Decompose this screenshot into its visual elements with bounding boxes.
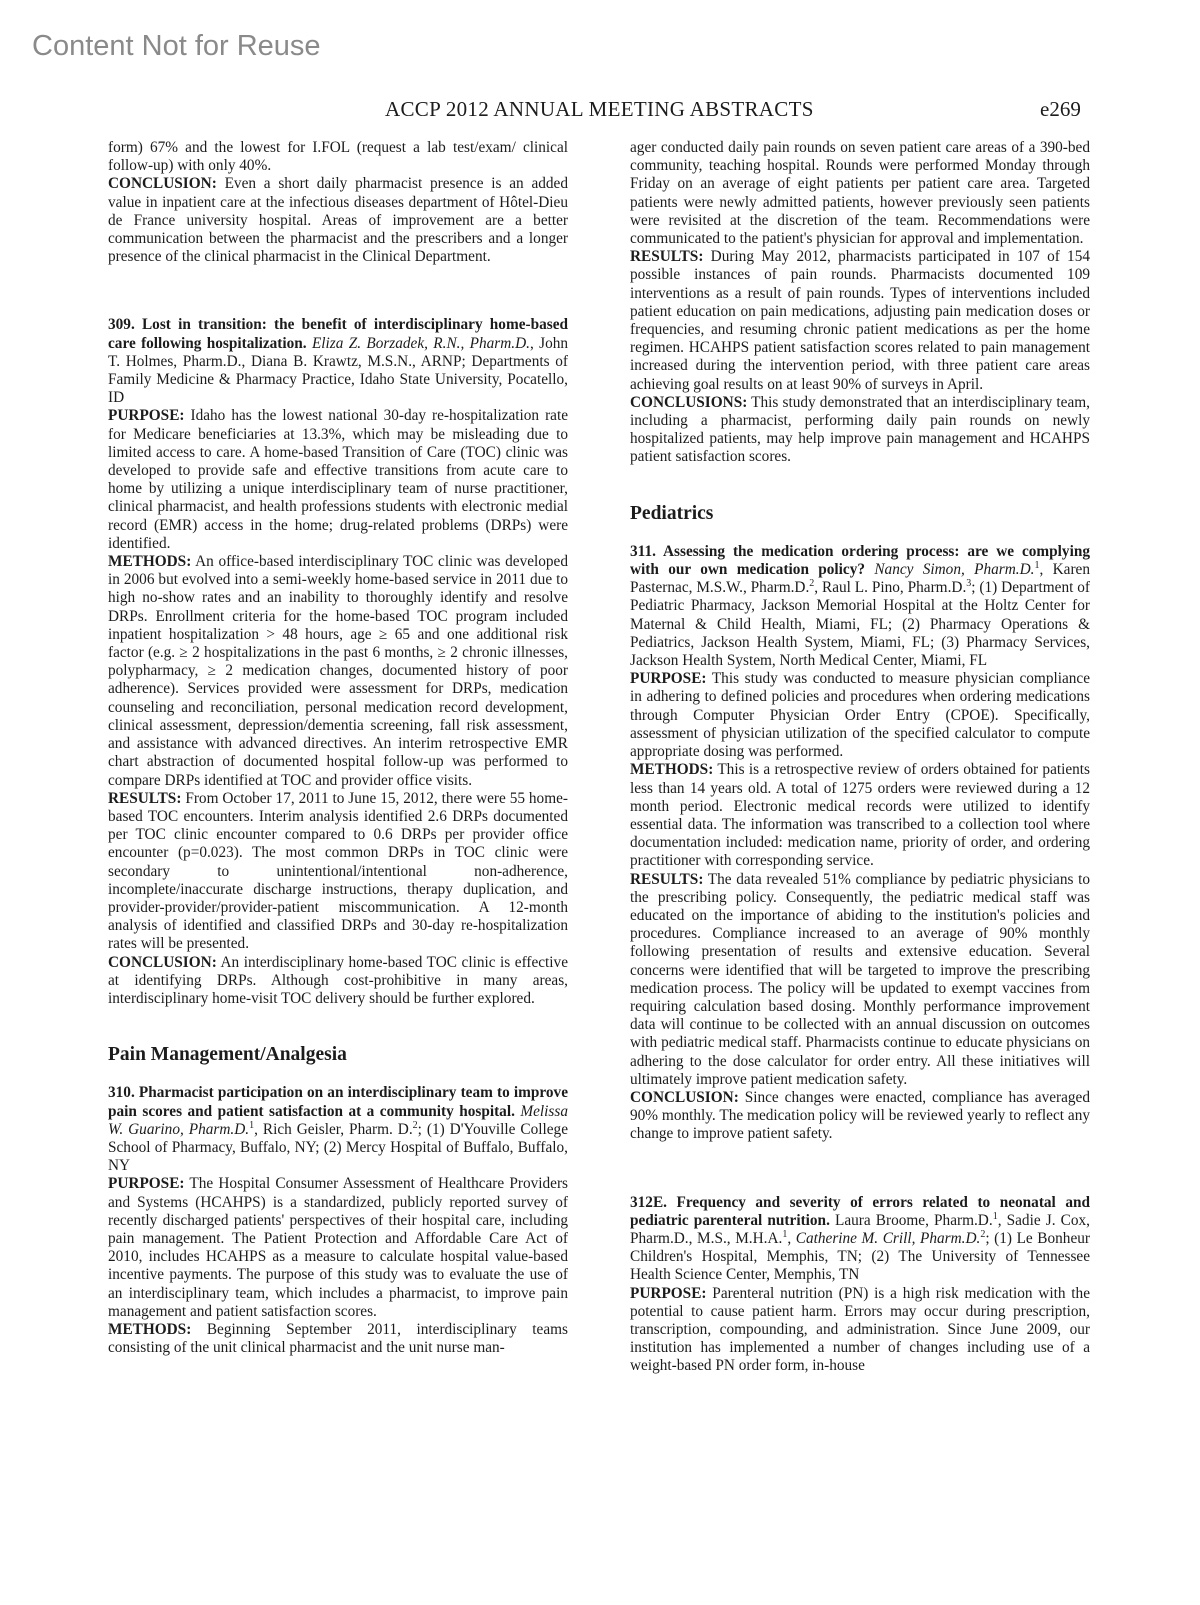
affiliation-mark: 2 <box>809 578 815 590</box>
abstract-heading <box>630 543 1090 670</box>
affiliation-mark: 1 <box>782 1228 788 1240</box>
body-text: This is a retrospective review of orders obtained for patients less than 14 years old. A total of 1275 orders were reviewed during a 12 month period. Electronic medical records were utilized to identify essential data. The information was transcribed to a collection tool where documentation included: medication name, priority of order, and ordering practitioner with corresponding service. <box>630 761 1090 870</box>
continued-conclusions <box>630 394 1090 467</box>
abstract-heading <box>108 1084 568 1175</box>
methods <box>630 761 1090 870</box>
body-text: The data revealed 51% compliance by pediatric physicians to the prescribing policy. Consequently, the pediatric medical staff was educated on the importance of abiding to the institution's policies and procedures. Compliance increased to an average of 90% monthly following presentation of results and extensive education. Several concerns were identified that will be targeted to improve the prescribing medication process. The policy will be updated to exempt vaccines from requiring calculation based dosing. Monthly performance improvement data will continue to be collected with an annual discussion on outcomes with pediatric medical staff. Pharmacists continue to educate physicians on adhering to the dose calculator for order entry. All these initiatives will ultimately improve patient medication safety. <box>630 870 1090 1088</box>
presenter: Nancy Simon, Pharm.D. <box>874 561 1035 579</box>
methods <box>108 1321 568 1357</box>
right-column <box>630 139 1090 1376</box>
purpose <box>630 1285 1090 1376</box>
section-label: RESULTS: <box>630 870 704 888</box>
authors: , Raul L. Pino, Pharm.D. <box>814 579 967 597</box>
continued-text: form) 67% and the lowest for I.FOL (request a lab test/exam/ clinical follow-up) with only 40%. <box>108 139 568 175</box>
abstract-title: 309. Lost in transition: the benefit of interdisciplinary home-based care following hospitalization. <box>108 316 568 352</box>
body-text: Idaho has the lowest national 30-day re-hospitalization rate for Medicare beneficiaries at 13.3%, which may be misleading due to limited access to care. A home-based Transition of Care (TOC) clinic was developed to provide safe and effective transitions from acute care to home by utilizing a unique interdisciplinary team of nurse practitioner, clinical pharmacist, and health professions students with electronic medial record (EMR) access in the home; drug-related problems (DRPs) were identified. <box>108 407 568 552</box>
purpose <box>630 670 1090 761</box>
left-column <box>108 139 568 1357</box>
abstract-309 <box>108 316 568 1008</box>
authors: , Sadie J. Cox, Pharm.D., M.S., M.H.A. <box>630 1211 1090 1247</box>
running-head: ACCP 2012 ANNUAL MEETING ABSTRACTS <box>385 97 814 121</box>
section-label: METHODS: <box>630 761 714 779</box>
abstract-312e <box>630 1194 1090 1376</box>
body-text: This study was conducted to measure physician compliance in adhering to defined policies and procedures when ordering medications through Computer Physician Order Entry (CPOE). Specifically, assessment of physician utilization of the specified calculator to compute appropriate dosing was performed. <box>630 670 1090 761</box>
abstract-title: 312E. Frequency and severity of errors related to neonatal and pediatric parenteral nutrition. <box>630 1193 1090 1229</box>
body-text: Even a short daily pharmacist presence is an added value in inpatient care at the infectious diseases department of Hôtel-Dieu de France university hospital. Areas of improvement are a better communication between the pharmacist and the prescribers and a longer presence of the clinical pharmacist in the Clinical Department. <box>108 175 568 266</box>
section-label: PURPOSE: <box>630 670 707 688</box>
authors: , Karen Pasternac, M.S.W., Pharm.D. <box>630 561 1090 597</box>
purpose <box>108 407 568 553</box>
presenter: Melissa W. Guarino, Pharm.D. <box>108 1102 568 1138</box>
abstract-title: 310. Pharmacist participation on an interdisciplinary team to improve pain scores and patient satisfaction at a community hospital. <box>108 1084 568 1120</box>
section-heading: Pain Management/Analgesia <box>108 1044 347 1066</box>
body-text: An interdisciplinary home-based TOC clinic is effective at identifying DRPs. Although cost-prohibitive in many areas, interdisciplinary home-visit TOC delivery should be further explored. <box>108 953 568 1007</box>
section-label: METHODS: <box>108 1320 192 1338</box>
section-label: METHODS: <box>108 553 192 571</box>
conclusion <box>108 954 568 1009</box>
body-text: Since changes were enacted, compliance has averaged 90% monthly. The medication policy will be reviewed yearly to reflect any change to improve patient safety. <box>630 1088 1090 1143</box>
abstract-heading <box>630 1194 1090 1285</box>
watermark: Content Not for Reuse <box>32 30 321 62</box>
section-heading: Pediatrics <box>630 502 714 524</box>
body-text: During May 2012, pharmacists participated in 107 of 154 possible instances of pain rounds. Pharmacists documented 109 interventions as a result of pain rounds. Types of interventions included patient education on pain medications, adjusting pain medication doses or frequencies, and resuming chronic patient medications as per the home regimen. HCAHPS patient satisfaction scores related to pain management increased during the intervention period, with three patient care areas achieving goal results on at least 90% of surveys in April. <box>630 248 1090 393</box>
page-number: e269 <box>1040 97 1081 121</box>
body-text: An office-based interdisciplinary TOC clinic was developed in 2006 but evolved into a semi-weekly home-based service in 2011 due to high no-show rates and an inability to thoroughly identify and resolve DRPs. Enrollment criteria for the home-based TOC program included inpatient hospitalization > 48 hours, age ≥ 65 and one additional risk factor (e.g. ≥ 2 hospitalizations in the past 6 months, ≥ 2 chronic illnesses, polypharmacy, ≥ 2 medication changes, documented history of poor adherence). Services provided were assessment for DRPs, medication counseling and reconciliation, personal medication record development, clinical assessment, depression/dementia screening, fall risk assessment, and assistance with advanced directives. An interim retrospective EMR chart abstraction of documented hospital follow-up was performed to compare DRPs identified at TOC and provider office visits. <box>108 553 568 789</box>
results <box>108 790 568 954</box>
authors: , John T. Holmes, Pharm.D., Diana B. Krawtz, M.S.N., ARNP; Departments of Family Medicine & Pharmacy Practice, Idaho State University, Pocatello, ID <box>108 334 569 407</box>
body-text: This study demonstrated that an interdisciplinary team, including a pharmacist, performing daily pain rounds on newly hospitalized patients, may help improve pain management and HCAHPS patient satisfaction scores. <box>630 393 1090 466</box>
separator: , <box>787 1229 796 1247</box>
affiliation-mark: 1 <box>1034 559 1040 571</box>
continued-results <box>630 248 1090 394</box>
affiliations: ; (1) D'Youville College School of Pharmacy, Buffalo, NY; (2) Mercy Hospital of Buffalo, Buffalo, NY <box>108 1120 568 1175</box>
body-text: Beginning September 2011, interdisciplinary teams consisting of the unit clinical pharmacist and the unit nurse man- <box>108 1320 568 1357</box>
affiliation-mark: 2 <box>980 1228 986 1240</box>
section-label: PURPOSE: <box>630 1284 707 1302</box>
section-label: RESULTS: <box>630 248 704 266</box>
section-label: CONCLUSION: <box>108 175 217 193</box>
section-label: PURPOSE: <box>108 1175 185 1193</box>
body-text: Parenteral nutrition (PN) is a high risk medication with the potential to cause patient harm. Errors may occur during prescription, transcription, compounding, and administration. Since June 2009, our institution has implemented a number of changes including use of a weight-based PN order form, in-house <box>630 1284 1090 1375</box>
section-label: PURPOSE: <box>108 407 185 425</box>
presenter: Eliza Z. Borzadek, R.N., Pharm.D. <box>311 334 530 352</box>
section-label: RESULTS: <box>108 789 182 807</box>
affiliation-mark: 1 <box>249 1119 255 1131</box>
body-text: From October 17, 2011 to June 15, 2012, there were 55 home-based TOC encounters. Interim analysis identified 2.6 DRPs documented per TOC clinic encounter compared to 0.6 DRPs per provider office encounter (p=0.023). The most common DRPs in TOC clinic were secondary to unintentional/intentional non-adherence, incomplete/inaccurate discharge instructions, therapy duplication, and provider-provider/provider-patient miscommunication. A 12-month analysis of identified and classified DRPs and 30-day re-hospitalization rates will be presented. <box>108 789 568 953</box>
methods <box>108 553 568 790</box>
continued-conclusion <box>108 175 568 266</box>
section-label: CONCLUSION: <box>630 1088 739 1106</box>
purpose <box>108 1175 568 1321</box>
presenter: Catherine M. Crill, Pharm.D. <box>795 1229 981 1247</box>
affiliation-mark: 2 <box>412 1119 418 1131</box>
section-label: CONCLUSIONS: <box>630 393 748 411</box>
authors: Laura Broome, Pharm.D. <box>829 1211 993 1229</box>
abstract-title: 311. Assessing the medication ordering process: are we complying with our own medication policy? <box>630 542 1090 579</box>
abstract-heading <box>108 316 568 407</box>
affiliations: ; (1) Le Bonheur Children's Hospital, Memphis, TN; (2) The University of Tennessee Health Science Center, Memphis, TN <box>630 1229 1090 1284</box>
conclusion <box>630 1089 1090 1144</box>
section-label: CONCLUSION: <box>108 953 217 971</box>
results <box>630 871 1090 1089</box>
body-text: The Hospital Consumer Assessment of Healthcare Providers and Systems (HCAHPS) is a standardized, publicly reported survey of recently discharged patients' perspectives of their hospital care, including pain management. The Patient Protection and Affordable Care Act of 2010, includes HCAHPS as a measure to calculate hospital value-based incentive payments. The purpose of this study was to evaluate the use of an interdisciplinary team, which includes a pharmacist, to improve pain management and patient satisfaction scores. <box>108 1175 568 1320</box>
authors: , Rich Geisler, Pharm. D. <box>254 1120 413 1138</box>
continued-methods: ager conducted daily pain rounds on seven patient care areas of a 390-bed community, teaching hospital. Rounds were performed Monday through Friday on an average of eight patients per patient care area. Targeted patients were newly admitted patients, however previously seen patients were revisited at the discretion of the team. Recommendations were communicated to the patient's physician for approval and implementation. <box>630 139 1090 248</box>
affiliation-mark: 1 <box>992 1210 998 1222</box>
affiliations: ; (1) Department of Pediatric Pharmacy, Jackson Memorial Hospital at the Holtz Center for Maternal & Child Health, Miami, FL; (2) Pharmacy Operations & Pediatrics, Jackson Health System, Miami, FL; (3) Pharmacy Services, Jackson Health System, North Medical Center, Miami, FL <box>630 579 1090 670</box>
affiliation-mark: 3 <box>966 578 972 590</box>
abstract-311 <box>630 543 1090 1144</box>
abstract-310 <box>108 1084 568 1357</box>
